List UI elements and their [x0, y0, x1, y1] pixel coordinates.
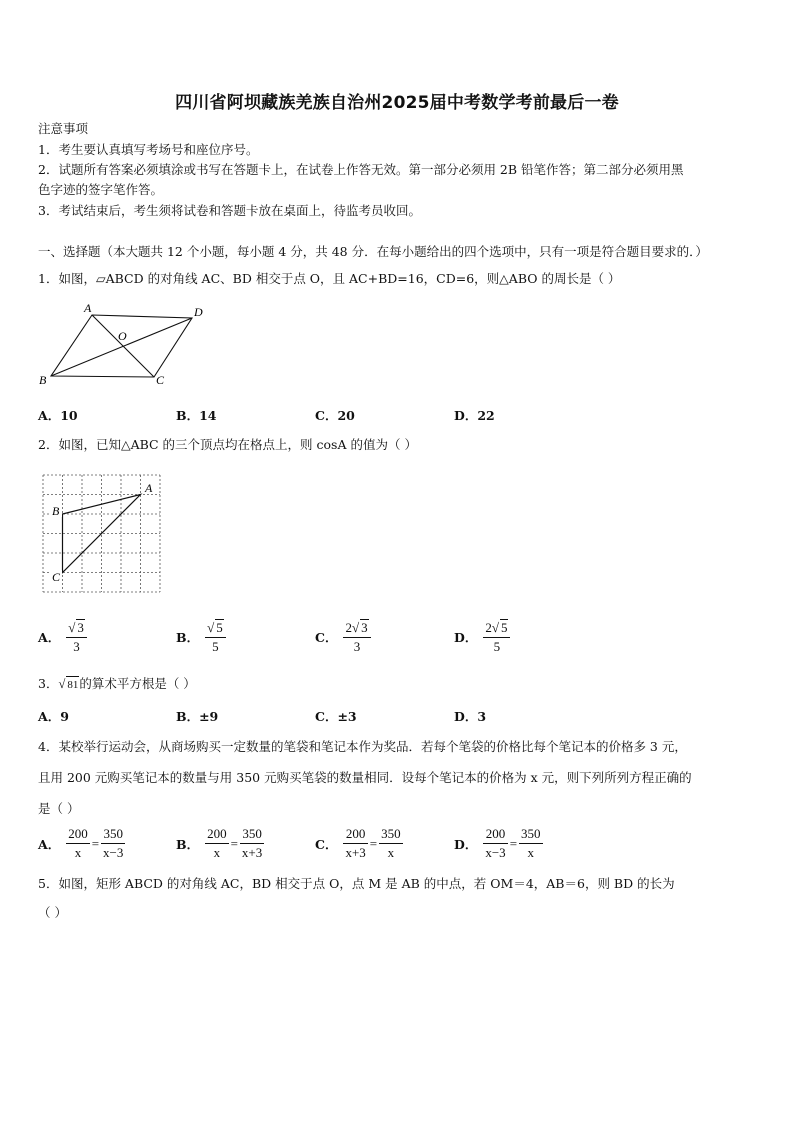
question-2-text: 2．如图，已知△ABC 的三个顶点均在格点上，则 cosA 的值为（ ）	[38, 437, 417, 452]
notice-item-1: 1．考生要认真填写考场号和座位序号。	[38, 142, 259, 157]
fraction: $\frac{2√ 5}{5}$	[483, 619, 510, 655]
question-4-option-c[interactable]: C． $\frac{200}{x+3}$ = $\frac{350}{x}$	[315, 826, 401, 860]
question-4-line-2: 且用 200 元购买笔记本的数量与用 350 元购买笔袋的数量相同．设每个笔记本的价格为 x 元，则下列所列方程正确的	[38, 770, 692, 785]
question-3-option-c[interactable]: C．±3	[315, 709, 357, 724]
diagonal-bd	[51, 318, 192, 376]
question-4-line-3: 是（ ）	[38, 801, 80, 816]
option-label: B．	[176, 630, 200, 645]
label-o: O	[118, 329, 127, 343]
question-2-option-d[interactable]	[454, 619, 510, 655]
question-1-text: 1．如图，▱ABCD 的对角线 AC、BD 相交于点 O，且 AC+BD=16，CD=6，则△ABO 的周长是（ ）	[38, 271, 621, 286]
question-4-line-1: 4．某校举行运动会，从商场购买一定数量的笔袋和笔记本作为奖品．若每个笔袋的价格比每个笔记本的价格多 3 元，	[38, 739, 687, 754]
notice-item-2-cont: 色字迹的签字笔作答。	[38, 182, 164, 197]
question-3-text: 3．√ 81的算术平方根是（ ）	[38, 676, 196, 691]
question-1-option-d[interactable]: D．22	[454, 408, 495, 423]
label-a: A	[145, 481, 153, 495]
question-3-option-b[interactable]: B．±9	[176, 709, 219, 724]
question-1-option-b[interactable]: B．14	[176, 408, 217, 423]
label-b: B	[52, 504, 60, 518]
question-4-option-d[interactable]: D． $\frac{200}{x-3}$ = $\frac{350}{x}$	[454, 826, 541, 860]
fraction: $\frac{√ 5}{5}$	[205, 619, 226, 655]
label-d: D	[194, 305, 203, 319]
label-c: C	[52, 570, 61, 584]
question-2-option-c[interactable]	[315, 619, 371, 655]
question-1-figure	[36, 298, 216, 390]
question-3-option-d[interactable]: D．3	[454, 709, 487, 724]
notice-heading: 注意事项	[38, 121, 89, 136]
question-3-option-a[interactable]: A．9	[38, 709, 69, 724]
option-label: C．	[315, 630, 338, 645]
label-a: A	[84, 301, 92, 315]
option-label: D．	[454, 630, 478, 645]
fraction: $\frac{√ 3}{3}$	[66, 619, 87, 655]
question-2-option-a[interactable]	[38, 619, 87, 655]
label-c: C	[156, 373, 165, 387]
question-4-option-b[interactable]: B． $\frac{200}{x}$ = $\frac{350}{x+3}$	[176, 826, 263, 860]
fraction: $\frac{2√ 3}{3}$	[343, 619, 370, 655]
label-b: B	[39, 373, 47, 387]
question-1-option-a[interactable]: A．10	[38, 408, 78, 423]
section-heading: 一、选择题（本大题共 12 个小题，每小题 4 分，共 48 分．在每小题给出的四个选项中，只有一项是符合题目要求的．）	[38, 244, 708, 259]
question-2-figure	[40, 470, 166, 596]
notice-item-2: 2．试题所有答案必须填涂或书写在答题卡上，在试卷上作答无效。第一部分必须用 2B 铅笔作答；第二部分必须用黑	[38, 162, 684, 177]
question-4-option-a[interactable]: A． $\frac{200}{x}$ = $\frac{350}{x-3}$	[38, 826, 124, 860]
question-5-line-1: 5．如图，矩形 ABCD 的对角线 AC，BD 相交于点 O，点 M 是 AB 的中点，若 OM＝4，AB＝6，则 BD 的长为	[38, 876, 675, 891]
question-2-option-b[interactable]	[176, 619, 226, 655]
option-label: A．	[38, 630, 61, 645]
question-5-line-2: （ ）	[38, 905, 67, 920]
notice-item-3: 3．考试结束后，考生须将试卷和答题卡放在桌面上，待监考员收回。	[38, 203, 421, 218]
page-title: 四川省阿坝藏族羌族自治州2025届中考数学考前最后一卷	[175, 93, 619, 113]
question-1-option-c[interactable]: C．20	[315, 408, 355, 423]
